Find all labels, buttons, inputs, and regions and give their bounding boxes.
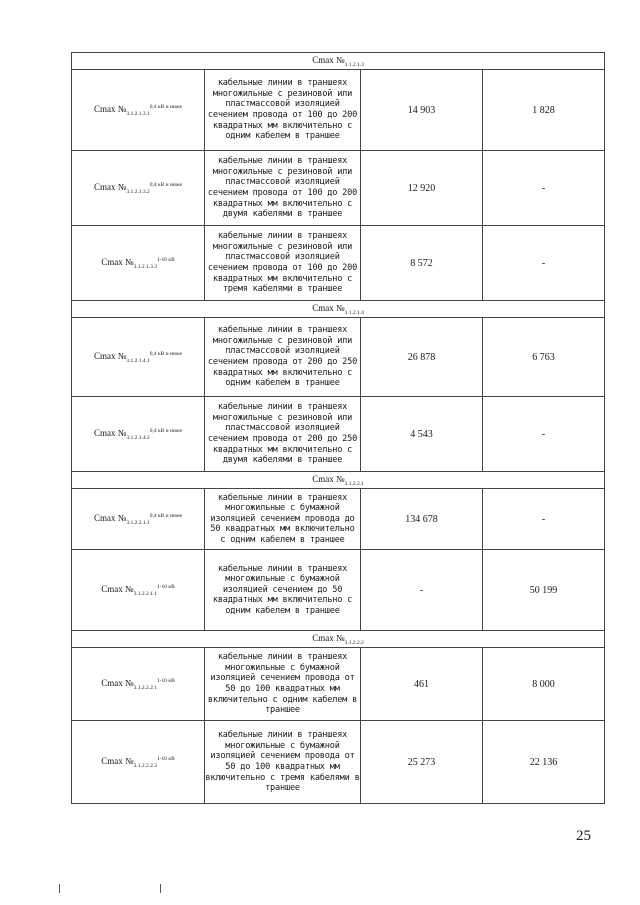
description-cell [205,226,361,301]
rate-code-cell [72,151,205,226]
rate-code-cell [72,721,205,804]
section-code: 3.1.2.2.1 [344,480,364,487]
section-header [72,472,605,489]
rate-code-cell [72,226,205,301]
value-cell-2: - [483,151,605,226]
value-cell-2: 50 199 [483,550,605,631]
description-line: сечением провода от 200 до 250 [207,434,358,444]
description-line: двумя кабелями в траншее [222,209,343,220]
voltage-class: 0,4 кВ и ниже [149,427,183,434]
rate-code-number: 3.1.2.1.4.2 [126,434,150,441]
table-row [72,151,605,226]
description-line: кабельные линии в траншеях [217,78,348,89]
voltage-class: 0,4 кВ и ниже [149,512,183,519]
description-line: одним кабелем в траншее [225,605,340,616]
description-line: многожильные с резиновой или [212,166,353,177]
section-header [72,631,605,648]
description-line: многожильные с резиновой или [212,88,353,99]
section-row [72,472,605,489]
value-cell-2: - [483,489,605,550]
value-cell-1: 14 903 [361,70,483,151]
description-cell [205,70,361,151]
voltage-class: 1-10 кВ [156,755,175,762]
section-code: 3.1.2.2.2 [344,639,364,646]
description-line: кабельные линии в траншеях [217,156,348,167]
description-line: многожильные с бумажной [225,740,340,751]
description-line: кабельные линии в траншеях [217,402,348,413]
rate-code-cell [72,550,205,631]
rate-code-cell [72,397,205,472]
section-row [72,53,605,70]
description-line: квадратных мм включительно с [212,120,353,131]
value-cell-1: 25 273 [361,721,483,804]
rate-code-label: Cmax № [93,181,127,192]
rate-code-number: 3.1.2.2.1.1 [133,590,157,597]
section-label: Cmax № [312,54,345,65]
rate-code-number: 3.1.2.2.1.1 [126,519,150,526]
rate-code-label: Cmax № [93,427,127,438]
description-line: квадратных мм включительно с [212,273,353,284]
voltage-class: 0,4 кВ и ниже [149,350,183,357]
voltage-class: 1-10 кВ [156,583,175,590]
rate-code-label: Cmax № [101,755,134,766]
rates-table-body [72,53,605,804]
description-cell [205,489,361,550]
description-cell [205,721,361,804]
description-line: одним кабелем в траншее [225,378,340,389]
section-header [72,301,605,318]
rate-code-number: 3.1.2.1.3.3 [133,263,157,270]
description-line: сечением провода от 200 до 250 [207,357,358,367]
voltage-class: 1-10 кВ [156,256,175,263]
description-line: многожильные с бумажной [225,574,340,585]
page-number: 25 [576,828,591,844]
section-code: 3.1.2.1.4 [344,309,364,316]
description-line: кабельные линии в траншеях [217,492,348,503]
description-line: квадратных мм включительно с [212,595,353,606]
description-line: кабельные линии в траншеях [217,563,348,574]
description-line: изоляцией сечением до 50 [222,584,343,595]
table-row [72,226,605,301]
description-line: изоляцией сечением провода от [210,751,355,762]
description-line: сечением провода от 100 до 200 [207,263,358,273]
description-line: 50 до 100 квадратных мм [225,684,340,694]
description-line: включительно с тремя кабелями в [205,772,360,783]
description-line: многожильные с резиновой или [212,241,353,252]
section-label: Cmax № [312,473,345,484]
description-line: сечением провода от 100 до 200 [207,188,358,198]
description-line: пластмассовой изоляцией [225,423,340,434]
description-line: кабельные линии в траншеях [217,231,348,242]
voltage-class: 1-10 кВ [156,677,175,684]
rates-table [71,52,605,804]
value-cell-1: - [361,550,483,631]
description-line: многожильные с бумажной [225,503,340,514]
value-cell-2: - [483,226,605,301]
value-cell-2: 1 828 [483,70,605,151]
description-line: пластмассовой изоляцией [225,99,340,110]
description-line: пластмассовой изоляцией [225,346,340,357]
value-cell-2: 6 763 [483,318,605,397]
rate-code-label: Cmax № [101,583,134,594]
scan-mark [160,884,161,893]
scan-mark [59,884,60,893]
table-row [72,648,605,721]
section-code: 3.1.2.1.3 [344,61,364,68]
rate-code-cell [72,70,205,151]
value-cell-1: 461 [361,648,483,721]
description-line: изоляцией сечением провода до [210,513,355,524]
description-line: пластмассовой изоляцией [225,252,340,263]
value-cell-1: 8 572 [361,226,483,301]
description-cell [205,151,361,226]
description-line: одним кабелем в траншее [225,131,340,142]
rate-code-number: 3.1.2.2.2.1 [133,684,157,691]
rate-code-number: 3.1.2.1.3.1 [126,110,150,117]
description-line: 50 до 100 квадратных мм [225,762,340,772]
description-line: квадратных мм включительно с [212,198,353,209]
voltage-class: 0,4 кВ и ниже [149,103,183,110]
description-line: сечением провода от 100 до 200 [207,110,358,120]
rate-code-cell [72,318,205,397]
description-line: пластмассовой изоляцией [225,177,340,188]
description-line: квадратных мм включительно с [212,367,353,378]
description-cell [205,648,361,721]
description-line: многожильные с резиновой или [212,335,353,346]
description-line: изоляцией сечением провода от [210,673,355,684]
description-line: кабельные линии в траншеях [217,652,348,663]
rate-code-cell [72,648,205,721]
rate-code-number: 3.1.2.1.3.2 [126,188,150,195]
table-row [72,489,605,550]
description-line: многожильные с резиновой или [212,412,353,423]
value-cell-1: 12 920 [361,151,483,226]
description-line: квадратных мм включительно с [212,444,353,455]
table-row [72,721,605,804]
table-row [72,397,605,472]
description-line: двумя кабелями в траншее [222,455,343,466]
section-row [72,631,605,648]
description-line: 50 квадратных мм включительно [210,524,355,535]
section-label: Cmax № [312,632,345,643]
section-label: Cmax № [312,302,345,313]
rate-code-label: Cmax № [93,103,127,114]
rate-code-number: 3.1.2.2.2.3 [133,762,157,769]
table-row [72,70,605,151]
rate-code-label: Cmax № [101,677,134,688]
description-cell [205,397,361,472]
value-cell-1: 134 678 [361,489,483,550]
voltage-class: 0,4 кВ и ниже [149,181,183,188]
value-cell-2: 8 000 [483,648,605,721]
section-header [72,53,605,70]
description-line: кабельные линии в траншеях [217,730,348,741]
value-cell-1: 26 878 [361,318,483,397]
description-line: кабельные линии в траншеях [217,325,348,336]
description-line: тремя кабелями в траншее [222,284,343,295]
value-cell-1: 4 543 [361,397,483,472]
rate-code-number: 3.1.2.1.4.1 [126,357,150,364]
description-cell [205,550,361,631]
rate-code-label: Cmax № [93,350,127,361]
rate-code-label: Cmax № [101,256,134,267]
description-cell [205,318,361,397]
value-cell-2: 22 136 [483,721,605,804]
description-line: включительно с одним кабелем в [207,694,358,705]
rate-code-label: Cmax № [93,512,127,523]
table-row [72,318,605,397]
description-line: траншее [265,705,300,716]
section-row [72,301,605,318]
table-row [72,550,605,631]
description-line: многожильные с бумажной [225,662,340,673]
rate-code-cell [72,489,205,550]
value-cell-2: - [483,397,605,472]
description-line: с одним кабелем в траншее [220,534,345,545]
description-line: траншее [265,783,300,794]
